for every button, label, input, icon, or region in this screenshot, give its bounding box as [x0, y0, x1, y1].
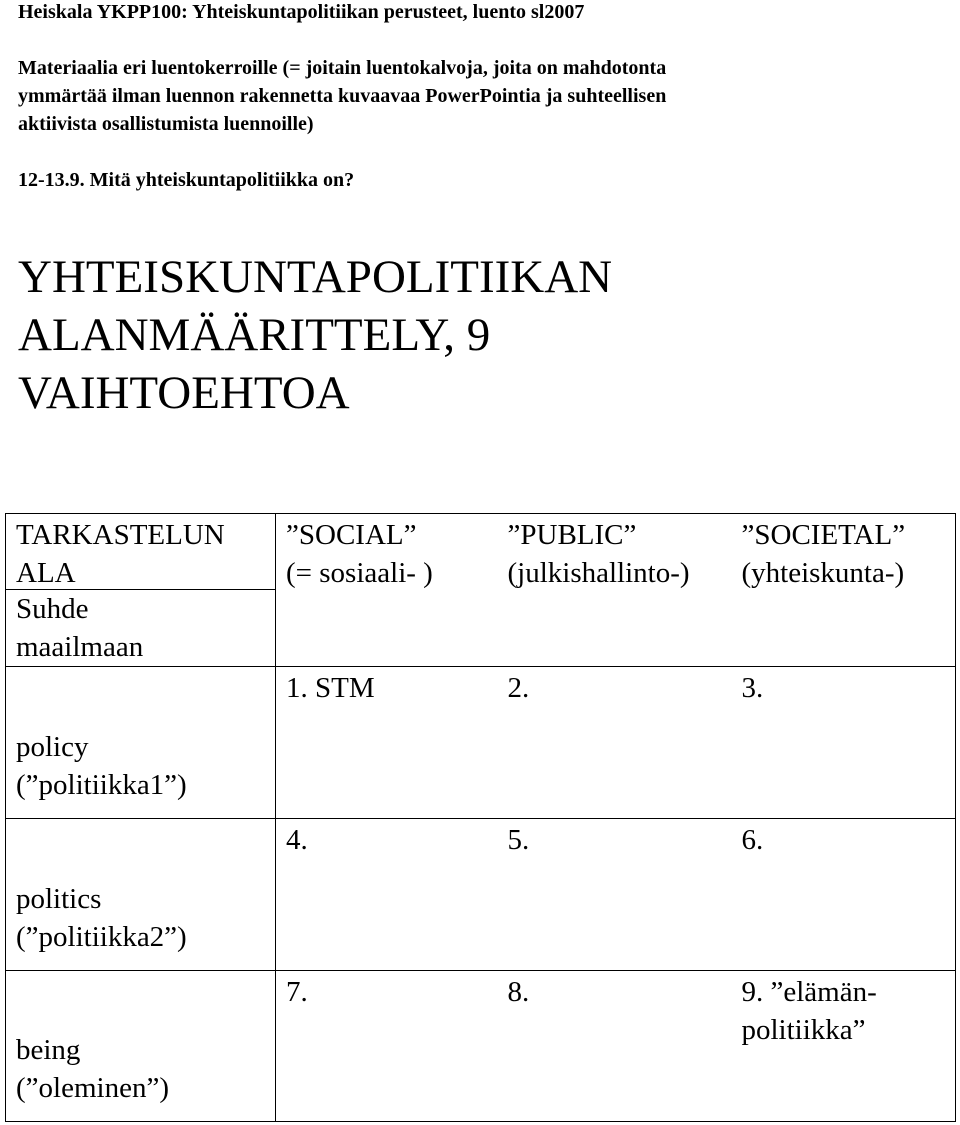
slide-heading-line: ALANMÄÄRITTELY, 9	[18, 309, 491, 361]
column-gloss: (julkishallinto-)	[507, 557, 690, 589]
row-gloss: (”politiikka2”)	[16, 921, 187, 953]
table-cell	[276, 971, 498, 1122]
cell-text: 6.	[741, 824, 764, 856]
table-cell	[276, 667, 498, 819]
slide-heading	[18, 248, 612, 422]
column-gloss: (= sosiaali- )	[286, 557, 433, 589]
column-term: ”SOCIAL”	[286, 519, 417, 551]
cell-text: 8.	[507, 976, 530, 1008]
table-cell	[732, 971, 956, 1122]
column-term: ”PUBLIC”	[507, 519, 637, 551]
cell-text: 5.	[507, 824, 530, 856]
table-cell	[732, 819, 956, 971]
table-cell	[498, 667, 732, 819]
column-header-societal	[732, 514, 956, 667]
intro-line: ymmärtää ilman luennon rakennetta kuvaavaa PowerPointia ja suhteellisen	[18, 85, 667, 107]
intro-paragraph	[18, 54, 938, 138]
column-gloss: (yhteiskunta-)	[741, 557, 905, 589]
column-term: ”SOCIETAL”	[741, 519, 906, 551]
slide-heading-line: VAIHTOEHTOA	[18, 367, 350, 419]
column-header-social	[276, 514, 498, 667]
corner-text: ALA	[16, 557, 76, 589]
corner-scope-label	[6, 514, 275, 590]
row-term: being	[16, 1034, 81, 1066]
cell-text: 1. STM	[286, 672, 375, 704]
corner-text: Suhde	[16, 593, 89, 625]
cell-text: 3.	[741, 672, 764, 704]
table-cell	[498, 819, 732, 971]
corner-text: TARKASTELUN	[16, 519, 225, 551]
table-cell	[732, 667, 956, 819]
row-gloss: (”politiikka1”)	[16, 769, 187, 801]
definition-table	[5, 513, 956, 1122]
cell-text: 2.	[507, 672, 530, 704]
column-header-public	[498, 514, 732, 667]
corner-relation-label	[6, 590, 275, 666]
slide-heading-line: YHTEISKUNTAPOLITIIKAN	[18, 251, 613, 303]
row-header-being	[6, 971, 276, 1122]
intro-line: aktiivista osallistumista luennoille)	[18, 113, 314, 135]
row-header-politics	[6, 819, 276, 971]
document-title: Heiskala YKPP100: Yhteiskuntapolitiikan perusteet, luento sl2007	[18, 1, 585, 23]
cell-text: 7.	[286, 976, 308, 1008]
table-cell	[498, 971, 732, 1122]
corner-text: maailmaan	[16, 631, 144, 663]
table-corner-cell	[6, 514, 276, 667]
table-cell	[276, 819, 498, 971]
intro-line: Materiaalia eri luentokerroille (= joitain luentokalvoja, joita on mahdotonta	[18, 57, 667, 79]
row-header-policy	[6, 667, 276, 819]
cell-text: 9. ”elämän-	[741, 976, 877, 1008]
cell-text: politiikka”	[741, 1014, 866, 1046]
session-heading: 12-13.9. Mitä yhteiskuntapolitiikka on?	[18, 169, 355, 191]
row-term: politics	[16, 883, 102, 915]
row-gloss: (”oleminen”)	[16, 1072, 169, 1104]
row-term: policy	[16, 731, 89, 763]
cell-text: 4.	[286, 824, 308, 856]
